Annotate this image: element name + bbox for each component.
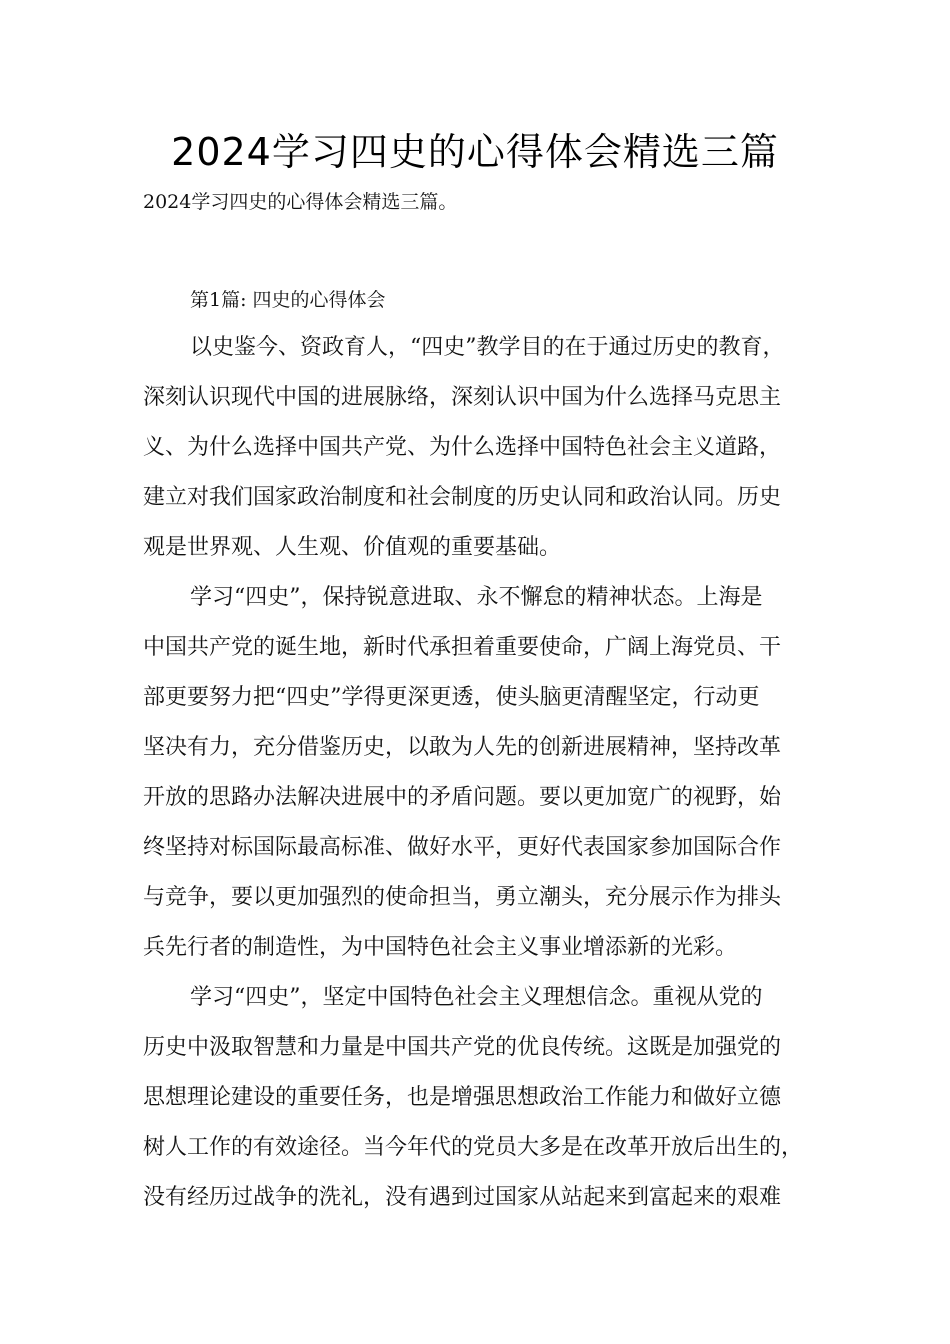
body-line: 以史鉴今、资政育人，“四史”教学目的在于通过历史的教育， bbox=[190, 335, 785, 360]
body-line: 中国共产党的诞生地，新时代承担着重要使命，广阔上海党员、干 bbox=[143, 635, 782, 660]
body-line: 观是世界观、人生观、价值观的重要基础。 bbox=[143, 535, 562, 560]
body-line: 没有经历过战争的洗礼，没有遇到过国家从站起来到富起来的艰难 bbox=[143, 1185, 782, 1210]
body-line: 历史中汲取智慧和力量是中国共产党的优良传统。这既是加强党的 bbox=[143, 1035, 782, 1060]
document-title: 2024学习四史的心得体会精选三篇 bbox=[171, 130, 779, 174]
body-line: 兵先行者的制造性，为中国特色社会主义事业增添新的光彩。 bbox=[143, 935, 738, 960]
body-line: 学习“四史”，保持锐意进取、永不懈怠的精神状态。上海是 bbox=[190, 585, 763, 610]
body-line: 学习“四史”，坚定中国特色社会主义理想信念。重视从党的 bbox=[190, 985, 763, 1010]
body-line: 终坚持对标国际最高标准、做好水平，更好代表国家参加国际合作 bbox=[143, 835, 782, 860]
section-heading: 第1篇: 四史的心得体会 bbox=[190, 289, 386, 311]
body-line: 深刻认识现代中国的进展脉络，深刻认识中国为什么选择马克思主 bbox=[143, 385, 782, 410]
body-line: 与竞争，要以更加强烈的使命担当，勇立潮头，充分展示作为排头 bbox=[143, 885, 782, 910]
body-line: 树人工作的有效途径。当今年代的党员大多是在改革开放后出生的， bbox=[143, 1135, 804, 1160]
body-line: 坚决有力，充分借鉴历史，以敢为人先的创新进展精神，坚持改革 bbox=[143, 735, 782, 760]
body-line: 建立对我们国家政治制度和社会制度的历史认同和政治认同。历史 bbox=[143, 485, 782, 510]
body-line: 部更要努力把“四史”学得更深更透，使头脑更清醒坚定，行动更 bbox=[143, 685, 760, 710]
document-subtitle: 2024学习四史的心得体会精选三篇。 bbox=[143, 191, 458, 213]
body-line: 思想理论建设的重要任务，也是增强思想政治工作能力和做好立德 bbox=[143, 1085, 782, 1110]
body-line: 开放的思路办法解决进展中的矛盾问题。要以更加宽广的视野，始 bbox=[143, 785, 782, 810]
body-line: 义、为什么选择中国共产党、为什么选择中国特色社会主义道路， bbox=[143, 435, 782, 460]
